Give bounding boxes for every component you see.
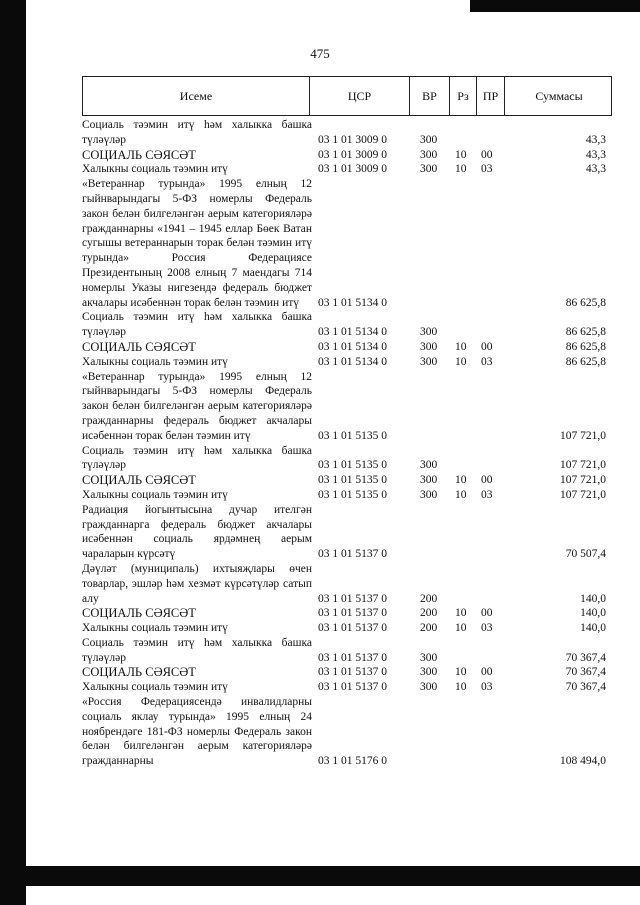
row-vr: 300 <box>420 651 438 664</box>
row-sum: 107 721,0 <box>560 474 606 487</box>
row-vr: 200 <box>420 592 438 605</box>
row-csr: 03 1 01 5134 0 <box>318 296 387 309</box>
row-rz: 10 <box>455 488 467 501</box>
row-sum: 43,3 <box>585 148 606 161</box>
row-vr: 300 <box>420 133 438 146</box>
row-rz: 10 <box>455 622 467 635</box>
table-row <box>82 148 612 163</box>
row-pr: 03 <box>481 681 493 694</box>
row-rz: 10 <box>455 666 467 679</box>
row-vr: 200 <box>420 622 438 635</box>
row-pr: 03 <box>481 163 493 176</box>
table-row <box>82 503 612 562</box>
row-rz: 10 <box>455 355 467 368</box>
scan-edge-left <box>0 0 26 905</box>
scan-edge-top <box>470 0 640 12</box>
col-header-name: Исеме <box>179 88 213 103</box>
row-pr: 00 <box>481 148 493 161</box>
row-pr: 00 <box>481 340 493 353</box>
row-name: СОЦИАЛЬ СӘЯСӘТ <box>82 473 196 488</box>
row-vr: 300 <box>420 488 438 501</box>
row-csr: 03 1 01 3009 0 <box>318 163 387 176</box>
row-csr: 03 1 01 3009 0 <box>318 133 387 146</box>
row-sum: 70 367,4 <box>565 666 606 679</box>
row-name: СОЦИАЛЬ СӘЯСӘТ <box>82 339 196 354</box>
table-row <box>82 636 612 666</box>
row-csr: 03 1 01 5137 0 <box>318 622 387 635</box>
row-sum: 43,3 <box>585 163 606 176</box>
row-vr: 300 <box>420 163 438 176</box>
row-vr: 300 <box>420 148 438 161</box>
row-sum: 140,0 <box>580 607 606 620</box>
row-sum: 107 721,0 <box>560 429 606 442</box>
row-vr: 300 <box>420 326 438 339</box>
row-name: Халыкны социаль тәэмин итү <box>82 355 228 368</box>
row-sum: 107 721,0 <box>560 459 606 472</box>
table-row <box>82 177 612 310</box>
row-csr: 03 1 01 5137 0 <box>318 681 387 694</box>
row-rz: 10 <box>455 163 467 176</box>
col-header-vr: ВР <box>409 77 449 115</box>
page-number: 475 <box>310 46 330 61</box>
row-vr: 300 <box>420 459 438 472</box>
row-rz: 10 <box>455 474 467 487</box>
row-pr: 00 <box>481 474 493 487</box>
row-rz: 10 <box>455 681 467 694</box>
row-rz: 10 <box>455 340 467 353</box>
row-vr: 300 <box>420 474 438 487</box>
table-row <box>82 488 612 503</box>
row-sum: 86 625,8 <box>565 326 606 339</box>
row-name: Радиация йогынтысына дучар ителгән гражданнарга федераль бюджет акчалары исәбеннән социаль ярдәмнең аерым чараларын күрсәтү <box>82 503 312 561</box>
table-row <box>82 162 612 177</box>
row-csr: 03 1 01 5137 0 <box>318 651 387 664</box>
row-csr: 03 1 01 5135 0 <box>318 474 387 487</box>
row-name: «Россия Федерациясендә инвалидларны социаль яклау турында» 1995 елның 24 ноябрендәге 181-ФЗ номерлы Федераль закон белән билгеләнгән аерым категорияләрә гражданнарны <box>82 696 312 768</box>
table-row <box>82 621 612 636</box>
row-csr: 03 1 01 5137 0 <box>318 607 387 620</box>
col-header-csr: ЦСР <box>309 77 409 115</box>
row-vr: 300 <box>420 681 438 694</box>
row-csr: 03 1 01 5137 0 <box>318 592 387 605</box>
row-pr: 03 <box>481 488 493 501</box>
table-row <box>82 606 612 621</box>
row-sum: 140,0 <box>580 592 606 605</box>
table-body <box>82 118 612 769</box>
table-row <box>82 473 612 488</box>
row-csr: 03 1 01 5135 0 <box>318 429 387 442</box>
row-sum: 108 494,0 <box>560 755 606 768</box>
row-name: СОЦИАЛЬ СӘЯСӘТ <box>82 147 196 162</box>
row-csr: 03 1 01 3009 0 <box>318 148 387 161</box>
row-sum: 140,0 <box>580 622 606 635</box>
row-sum: 70 367,4 <box>565 651 606 664</box>
row-name: Халыкны социаль тәэмин итү <box>82 163 228 176</box>
row-vr: 200 <box>420 607 438 620</box>
row-name: Социаль тәэмин итү һәм халыкка башка түләүләр <box>82 119 312 146</box>
scan-edge-bottom <box>26 866 640 886</box>
row-sum: 86 625,8 <box>565 296 606 309</box>
row-vr: 300 <box>420 340 438 353</box>
row-vr: 300 <box>420 355 438 368</box>
row-sum: 86 625,8 <box>565 355 606 368</box>
row-pr: 03 <box>481 622 493 635</box>
row-name: «Ветераннар турында» 1995 елның 12 гыйнварындагы 5-ФЗ номерлы Федераль закон белән билгеләнгән аерым категорияләрә гражданнарны федераль бюджет акчалары исәбеннән торак белән тәэмин итү <box>82 370 312 442</box>
row-name: «Ветераннар турында» 1995 елның 12 гыйнварындагы 5-ФЗ номерлы Федераль закон белән билгеләнгән аерым категорияләрә гражданнарны «1941 – 1945 еллар Бөек Ватан сугышы ветераннарын торак белән тәэмин итү турында» Россия Федерациясе Президентының 2008 елның 7 маендагы 714 номерлы Указы нигезендә федераль бюджет акчалары исәбеннән торак белән тәэмин итү <box>82 178 312 309</box>
row-sum: 70 507,4 <box>565 548 606 561</box>
col-header-pr: ПР <box>476 77 504 115</box>
col-header-sum: Суммасы <box>504 77 613 115</box>
table-row <box>82 562 612 606</box>
row-rz: 10 <box>455 148 467 161</box>
table-row <box>82 340 612 355</box>
row-csr: 03 1 01 5176 0 <box>318 755 387 768</box>
row-csr: 03 1 01 5137 0 <box>318 666 387 679</box>
row-csr: 03 1 01 5134 0 <box>318 340 387 353</box>
table-row <box>82 695 612 769</box>
row-sum: 86 625,8 <box>565 340 606 353</box>
row-sum: 43,3 <box>585 133 606 146</box>
row-name: СОЦИАЛЬ СӘЯСӘТ <box>82 665 196 680</box>
table-row <box>82 370 612 444</box>
table-row <box>82 310 612 340</box>
table-row <box>82 444 612 474</box>
row-csr: 03 1 01 5134 0 <box>318 326 387 339</box>
row-name: Халыкны социаль тәэмин итү <box>82 681 228 694</box>
row-name: Социаль тәэмин итү һәм халыкка башка түләүләр <box>82 444 312 472</box>
row-csr: 03 1 01 5137 0 <box>318 548 387 561</box>
row-pr: 00 <box>481 666 493 679</box>
table-row <box>82 665 612 680</box>
table-row <box>82 680 612 695</box>
row-vr: 300 <box>420 666 438 679</box>
row-pr: 03 <box>481 355 493 368</box>
row-csr: 03 1 01 5135 0 <box>318 459 387 472</box>
row-name: Социаль тәэмин итү һәм халыкка башка түләүләр <box>82 636 312 664</box>
col-header-rz: Рз <box>449 77 476 115</box>
table-header <box>82 76 612 116</box>
row-pr: 00 <box>481 607 493 620</box>
row-name: Халыкны социаль тәэмин итү <box>82 488 228 501</box>
row-csr: 03 1 01 5135 0 <box>318 488 387 501</box>
row-sum: 70 367,4 <box>565 681 606 694</box>
row-name: Социаль тәэмин итү һәм халыкка башка түләүләр <box>82 311 312 339</box>
row-name: Халыкны социаль тәэмин итү <box>82 622 228 635</box>
table-row <box>82 118 612 148</box>
row-name: Дәүләт (муниципаль) ихтыяҗлары өчен товарлар, эшләр һәм хезмәт күрсәтүләр сатып алу <box>82 562 312 605</box>
row-sum: 107 721,0 <box>560 488 606 501</box>
row-csr: 03 1 01 5134 0 <box>318 355 387 368</box>
table-row <box>82 355 612 370</box>
row-rz: 10 <box>455 607 467 620</box>
row-name: СОЦИАЛЬ СӘЯСӘТ <box>82 606 196 621</box>
